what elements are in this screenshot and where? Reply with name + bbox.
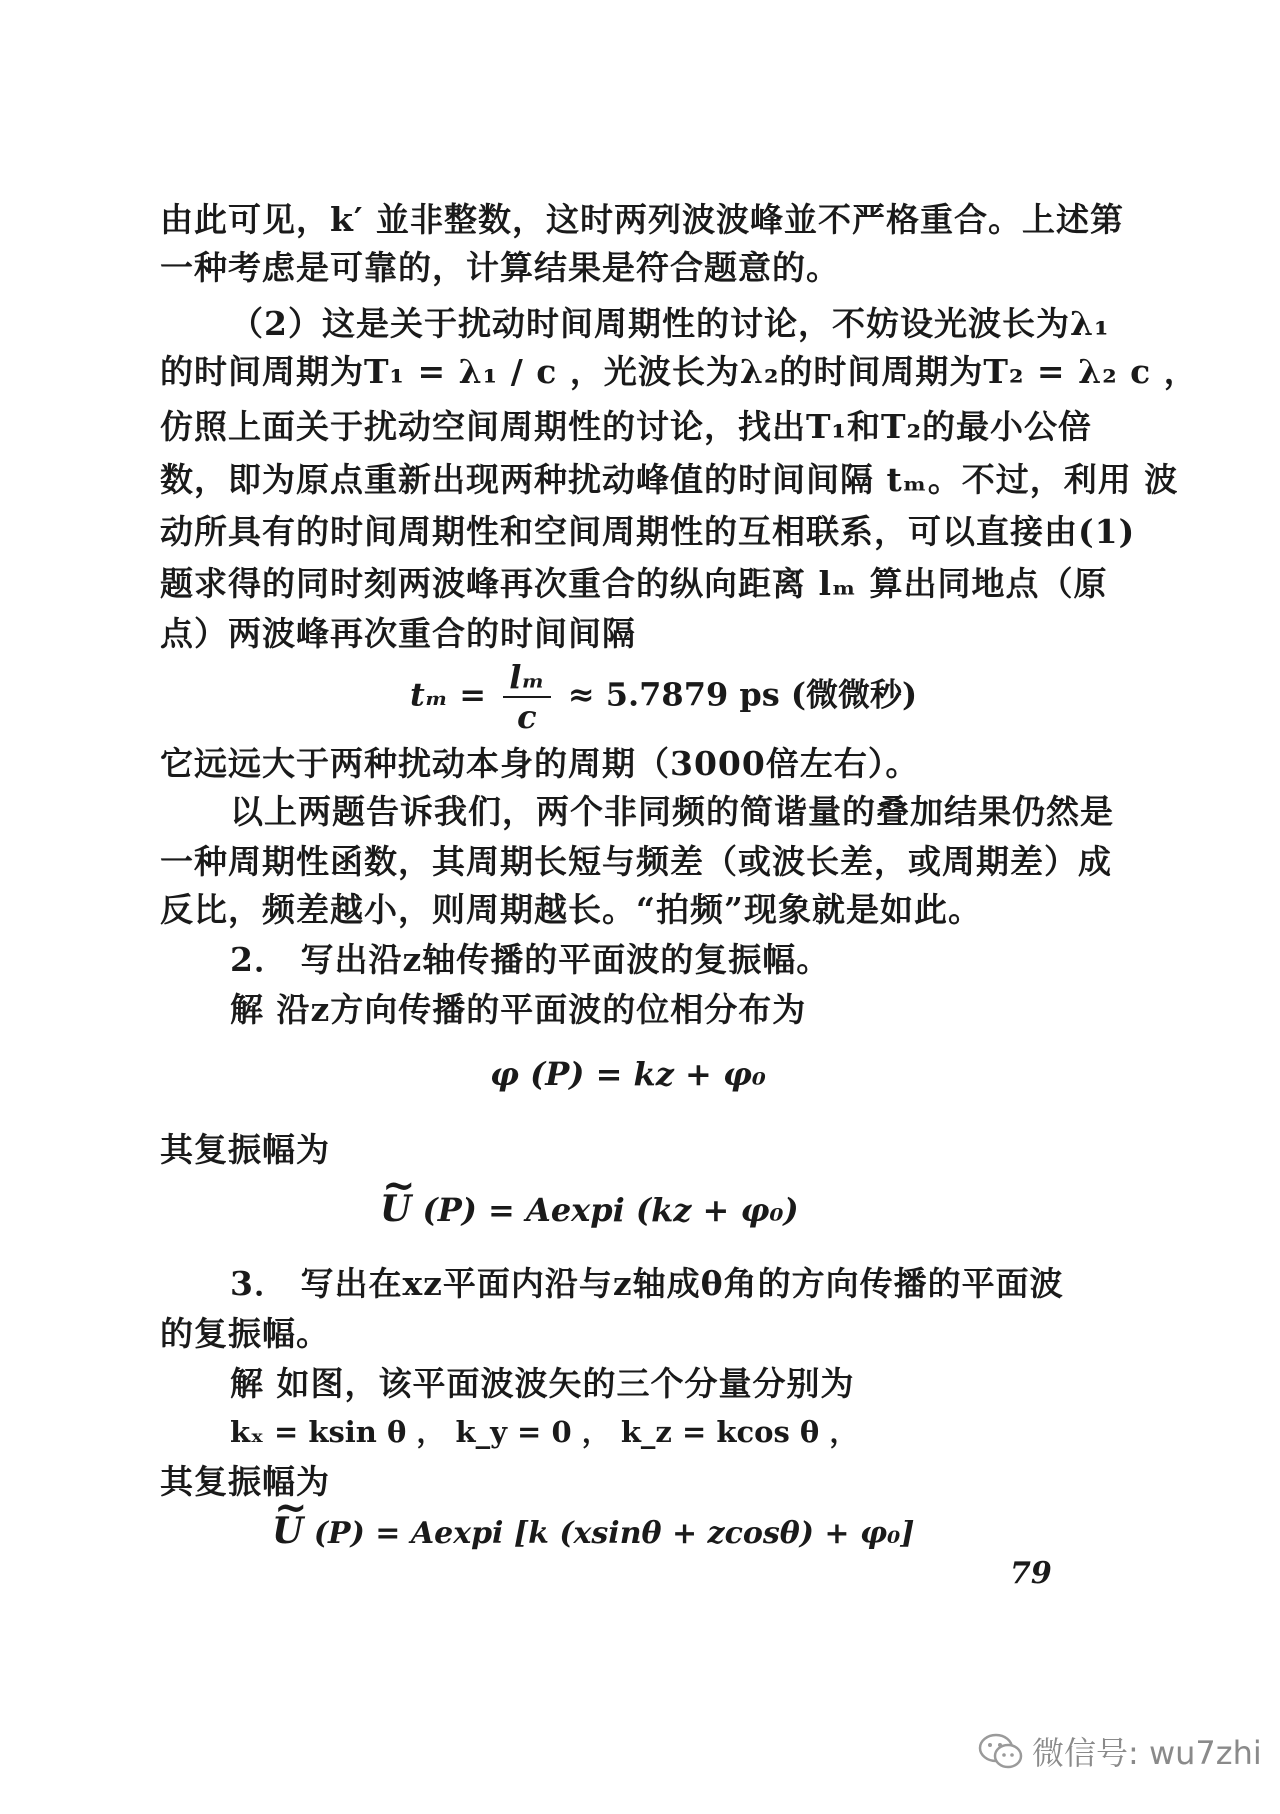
- equation-phase: φ (P) = kz + φ₀: [490, 1055, 766, 1093]
- amplitude-label: 其复振幅为: [160, 1462, 330, 1501]
- text-line: 点）两波峰再次重合的时间间隔: [160, 614, 636, 653]
- text-line: （2）这是关于扰动时间周期性的讨论，不妨设光波长为λ₁: [230, 304, 1110, 343]
- text-line: 数，即为原点重新出现两种扰动峰值的时间间隔 tₘ。不过，利用 波: [160, 460, 1179, 499]
- amplitude-label: 其复振幅为: [160, 1130, 330, 1169]
- eq1-lhs: tₘ =: [410, 675, 487, 714]
- watermark-text: 微信号: wu7zhi: [1032, 1734, 1262, 1772]
- equation-amplitude-2: [272, 1510, 914, 1552]
- equation-tm: [410, 658, 917, 736]
- text-line: 动所具有的时间周期性和空间周期性的互相联系，可以直接由(1): [160, 512, 1136, 551]
- equation-amplitude-1: [380, 1188, 799, 1230]
- text-line: 由此可见，k′ 並非整数，这时两列波波峰並不严格重合。上述第: [160, 200, 1125, 239]
- wechat-watermark: [978, 1728, 1262, 1774]
- text-line: 仿照上面关于扰动空间周期性的讨论，找出T₁和T₂的最小公倍: [160, 407, 1093, 446]
- eq1-numerator: lₘ: [503, 658, 550, 698]
- eq1-denominator: c: [517, 698, 537, 736]
- wechat-icon: [978, 1732, 1024, 1770]
- text-line: 一种考虑是可靠的，计算结果是符合题意的。: [160, 248, 840, 287]
- equation-components: kₓ = ksin θ ， k_y = 0 ， k_z = kcos θ ，: [230, 1415, 859, 1449]
- solution-2: 解 沿z方向传播的平面波的位相分布为: [230, 990, 807, 1029]
- text-line: 一种周期性函数，其周期长短与频差（或波长差，或周期差）成: [160, 842, 1112, 881]
- question-3: 3． 写出在xz平面内沿与z轴成θ角的方向传播的平面波: [230, 1264, 1064, 1303]
- text-line: 它远远大于两种扰动本身的周期（3000倍左右）。: [160, 744, 920, 783]
- eq3-rest: (P) = Aexpi (kz + φ₀): [422, 1191, 799, 1229]
- text-line: 的复振幅。: [160, 1314, 330, 1353]
- solution-3: 解 如图，该平面波波矢的三个分量分别为: [230, 1364, 855, 1403]
- question-2: 2． 写出沿z轴传播的平面波的复振幅。: [230, 940, 831, 979]
- text-line: 题求得的同时刻两波峰再次重合的纵向距离 lₘ 算出同地点（原: [160, 564, 1108, 603]
- eq1-fraction: [503, 658, 550, 736]
- u-tilde-symbol: ~ U: [272, 1510, 303, 1552]
- eq5-rest: (P) = Aexpi [k (xsinθ + zcosθ) + φ₀]: [313, 1516, 915, 1551]
- text-line: 反比，频差越小，则周期越长。“拍频”现象就是如此。: [160, 890, 982, 929]
- eq1-rhs: ≈ 5.7879 ps (微微秒): [567, 675, 918, 714]
- u-tilde-symbol: ~ U: [380, 1188, 411, 1230]
- text-line: 的时间周期为T₁ = λ₁ / c ，光波长为λ₂的时间周期为T₂ = λ₂ c ，: [160, 352, 1198, 391]
- text-line: 以上两题告诉我们，两个非同频的简谐量的叠加结果仍然是: [230, 792, 1114, 831]
- page-number: 79: [1010, 1556, 1052, 1591]
